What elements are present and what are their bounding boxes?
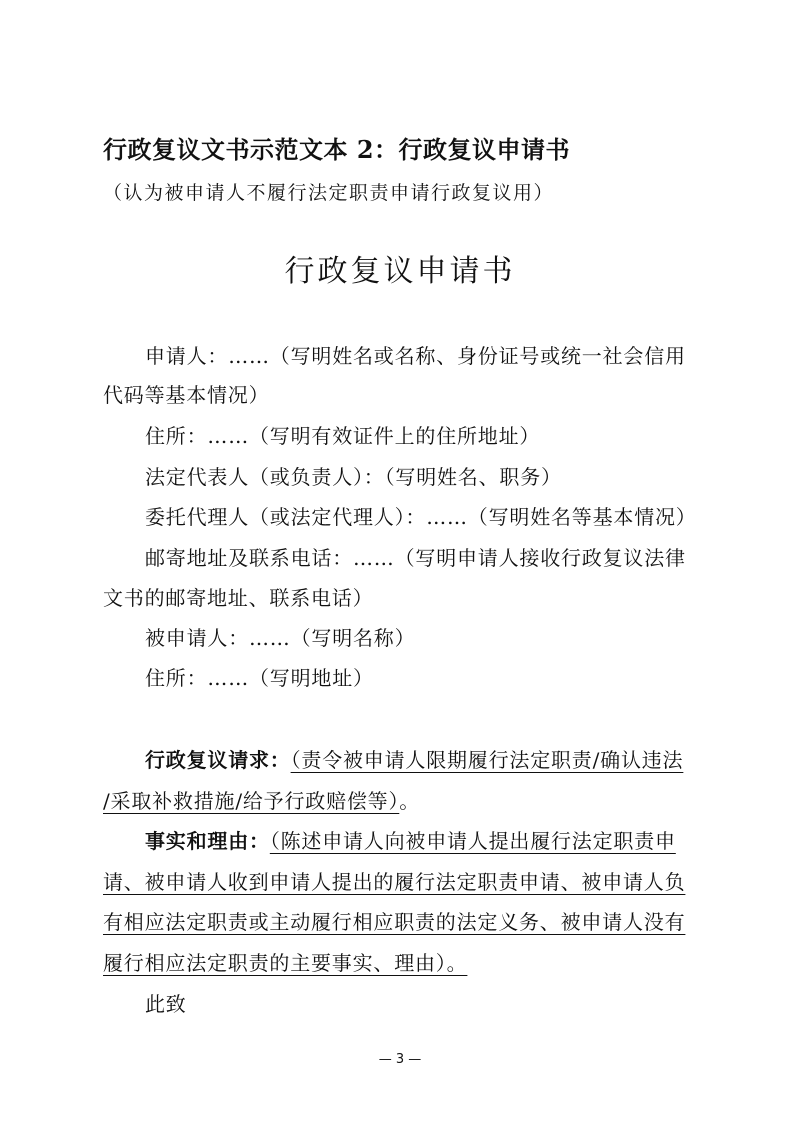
mailing-address: 邮寄地址及联系电话：……（写明申请人接收行政复议法律 — [145, 546, 686, 570]
facts-text-3: 有相应法定职责或主动履行相应职责的法定义务、被申请人没有 — [103, 910, 686, 934]
facts-text: （陈述申请人向被申请人提出履行法定职责申 — [269, 829, 676, 853]
facts-line-4 — [103, 947, 467, 976]
facts-line-3 — [103, 906, 685, 935]
request-label: 行政复议请求： — [145, 748, 291, 772]
request-line — [145, 744, 683, 773]
request-text: （责令被申请人限期履行法定职责/确认违法 — [290, 748, 684, 772]
request-text-cont: /采取补救措施/给予行政赔偿等） — [103, 789, 400, 813]
facts-line-2 — [103, 866, 685, 895]
request-line-cont — [103, 785, 420, 814]
facts-text-4: 履行相应法定职责的主要事实、理由）。 — [103, 951, 468, 975]
facts-line — [145, 825, 676, 854]
mailing-address-cont: 文书的邮寄地址、联系电话） — [103, 586, 374, 610]
request-end: 。 — [399, 789, 421, 813]
respondent-name: 被申请人：……（写明名称） — [145, 626, 416, 650]
facts-text-2: 请、被申请人收到申请人提出的履行法定职责申请、被申请人负 — [103, 870, 686, 894]
legal-representative: 法定代表人（或负责人）：（写明姓名、职务） — [145, 465, 562, 489]
authorized-agent: 委托代理人（或法定代理人）：……（写明姓名等基本情况） — [145, 505, 697, 529]
section-heading: 行政复议文书示范文本 2：行政复议申请书 — [103, 135, 571, 164]
applicant-residence: 住所：……（写明有效证件上的住所地址） — [145, 424, 541, 448]
closing: 此致 — [145, 992, 187, 1016]
facts-label: 事实和理由： — [145, 829, 270, 853]
document-title: 行政复议申请书 — [284, 254, 516, 289]
page-number: — 3 — — [378, 1052, 422, 1067]
respondent-residence: 住所：……（写明地址） — [145, 666, 374, 690]
applicant-line: 申请人：……（写明姓名或名称、身份证号或统一社会信用 — [145, 344, 686, 368]
section-subheading: （认为被申请人不履行法定职责申请行政复议用） — [103, 182, 555, 204]
applicant-line-cont: 代码等基本情况） — [103, 383, 270, 407]
